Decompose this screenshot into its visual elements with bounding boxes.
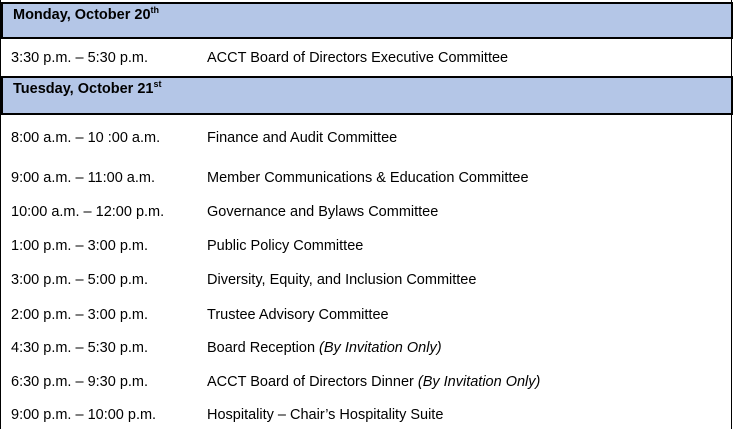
day-label-suffix: th	[150, 5, 160, 16]
event-title: ACCT Board of Directors Dinner	[207, 374, 418, 390]
schedule-row	[1, 128, 733, 150]
schedule-row	[1, 168, 733, 190]
schedule-row	[1, 48, 733, 70]
day-label: Tuesday, October 21	[13, 81, 154, 97]
schedule-row	[1, 305, 733, 327]
event-title: Finance and Audit Committee	[207, 130, 398, 146]
event-time: 6:30 p.m. – 9:30 p.m.	[11, 374, 149, 390]
schedule-row	[1, 270, 733, 292]
event-title: Governance and Bylaws Committee	[207, 204, 439, 220]
event-note: (By Invitation Only)	[417, 374, 541, 390]
schedule-row	[1, 405, 733, 427]
schedule-row	[1, 338, 733, 360]
event-time: 8:00 a.m. – 10 :00 a.m.	[11, 130, 161, 146]
event-note: (By Invitation Only)	[319, 340, 442, 356]
schedule-row	[1, 372, 733, 394]
event-time: 2:00 p.m. – 3:00 p.m.	[11, 307, 149, 323]
event-title: Hospitality – Chair’s Hospitality Suite	[207, 407, 444, 423]
event-time: 1:00 p.m. – 3:00 p.m.	[11, 238, 149, 254]
day-label: Monday, October 20	[13, 7, 151, 23]
event-time: 3:00 p.m. – 5:00 p.m.	[11, 272, 149, 288]
event-title: Trustee Advisory Committee	[207, 307, 389, 323]
event-time: 3:30 p.m. – 5:30 p.m.	[11, 50, 149, 66]
day-header-monday	[1, 2, 733, 39]
event-title: ACCT Board of Directors Executive Committee	[207, 50, 509, 66]
schedule-row	[1, 202, 733, 224]
event-time: 9:00 p.m. – 10:00 p.m.	[11, 407, 157, 423]
day-label-suffix: st	[153, 79, 162, 90]
event-title: Diversity, Equity, and Inclusion Committee	[207, 272, 477, 288]
event-title: Member Communications & Education Committee	[207, 170, 529, 186]
event-time: 9:00 a.m. – 11:00 a.m.	[11, 170, 156, 186]
event-title: Board Reception	[207, 340, 320, 356]
event-time: 10:00 a.m. – 12:00 p.m.	[11, 204, 165, 220]
day-header-tuesday	[1, 76, 733, 115]
event-title: Public Policy Committee	[207, 238, 364, 254]
event-time: 4:30 p.m. – 5:30 p.m.	[11, 340, 149, 356]
schedule-row	[1, 236, 733, 258]
